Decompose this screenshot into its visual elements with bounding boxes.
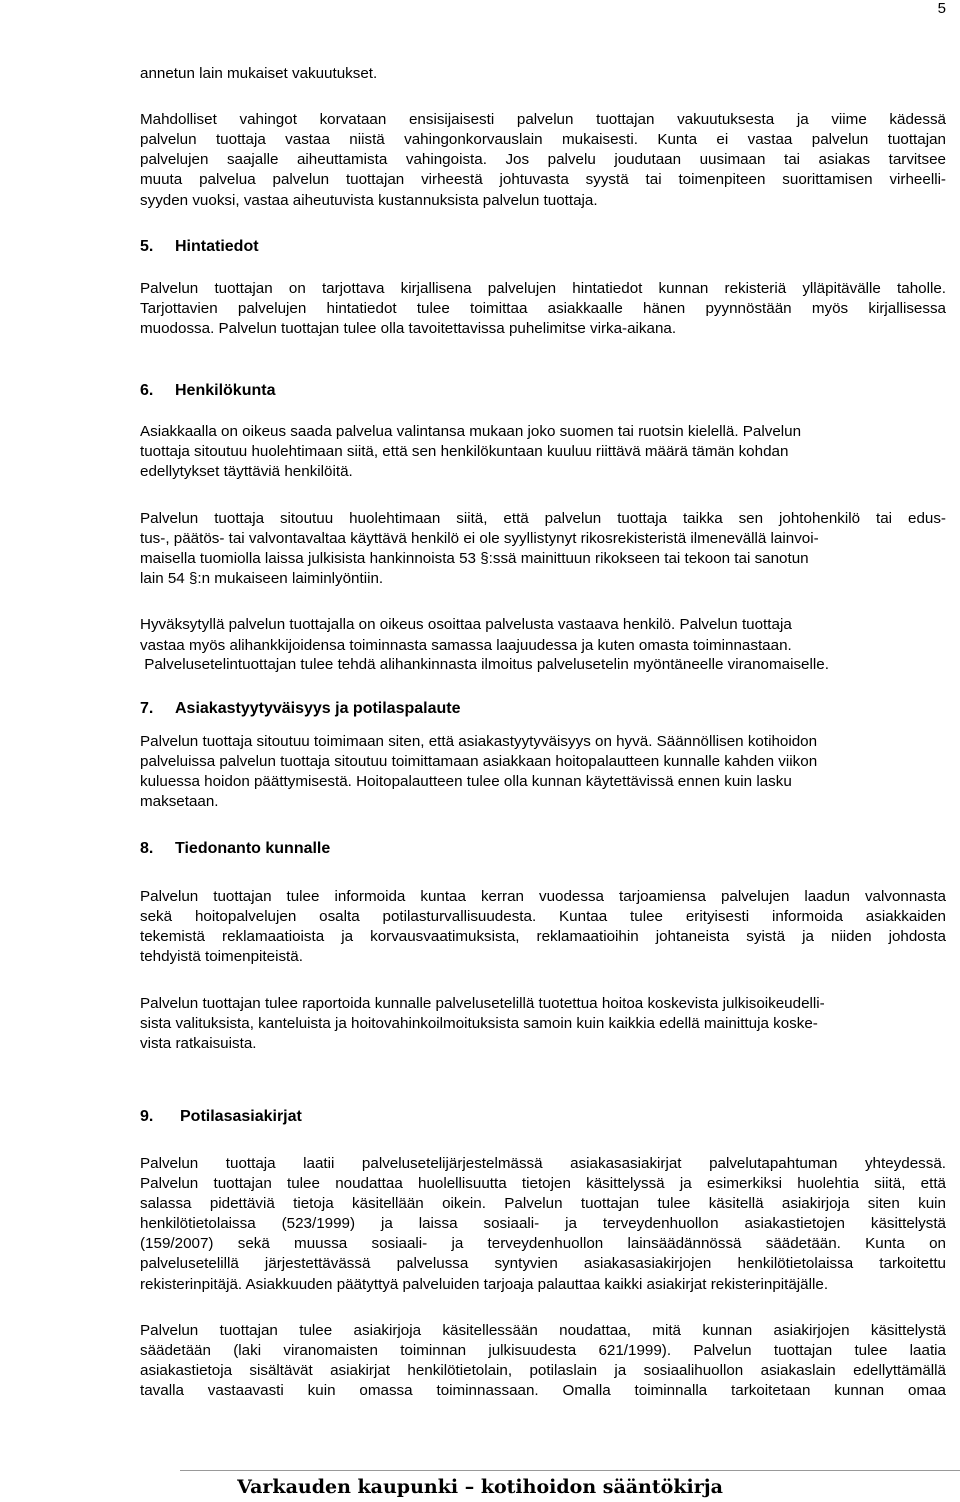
section-heading-9 [140, 1107, 302, 1127]
paragraph-line: syyden vuoksi, vastaa aiheutuvista kustannuksista palvelun tuottaja. [140, 192, 598, 209]
paragraph-line: maksetaan. [140, 793, 219, 810]
paragraph-line: Palvelun tuottajan tulee noudattaa huolellisuutta tietojen käsittelyssä ja esimerkiksi huolehtia siitä, että [140, 1175, 946, 1192]
page-footer: Varkauden kaupunki – kotihoidon sääntökirja [237, 1476, 723, 1498]
paragraph-line: Palvelun tuottaja laatii palvelusetelijärjestelmässä asiakasasiakirjat palvelutapahtuman yhteydessä. [140, 1155, 946, 1172]
paragraph-line: Tarjottavien palvelujen hintatiedot tulee toimittaa asiakkaalle hänen pyynnöstään myös kirjallisessa [140, 300, 946, 317]
paragraph-line: Palvelun tuottajan on tarjottava kirjallisena palvelujen hintatiedot kunnan rekisteriä ylläpitävälle taholle. [140, 280, 946, 297]
paragraph-line: Palvelun tuottajan tulee informoida kuntaa kerran vuodessa tarjoamiensa palvelujen laadun valvonnasta [140, 888, 946, 905]
paragraph-line: Palvelun tuottaja sitoutuu toimimaan siten, että asiakastyytyväisyys on hyvä. Säännöllisen kotihoidon [140, 733, 818, 750]
page-number: 5 [937, 0, 946, 17]
paragraph-line: muodossa. Palvelun tuottajan tulee olla tavoitettavissa puhelimitse virka-aikana. [140, 320, 677, 337]
section-title: Henkilökunta [175, 382, 276, 399]
paragraph-line: asiakastietoja sisältävät asiakirjat henkilötietolain, potilaslain ja sosiaalihuollon asiakaslain edellyttämällä [140, 1362, 946, 1379]
paragraph-line: maisella tuomiolla laissa julkisista hankinnoista 53 §:ssä mainittuun rikokseen tai tekoon tai sanotun [140, 550, 809, 567]
section-number: 9. [140, 1108, 154, 1125]
section-heading-7 [140, 699, 461, 719]
paragraph-line: kuluessa hoidon päättymisestä. Hoitopalautteen tulee olla kunnan käytettävissä ennen kuin lasku [140, 773, 792, 790]
paragraph-line: palveluissa palvelun tuottaja sitoutuu toimittamaan asiakkaan hoitopalautteen kunnalle kahden viikon [140, 753, 818, 770]
section-title: Potilasasiakirjat [180, 1108, 302, 1125]
paragraph-line: tekemistä reklamaatioista ja korvausvaatimuksista, reklamaatioihin johtaneista syistä ja niiden johdosta [140, 928, 946, 945]
section-number: 7. [140, 700, 154, 717]
paragraph-line: Asiakkaalla on oikeus saada palvelua valintansa mukaan joko suomen tai ruotsin kielellä. Palvelun [140, 423, 802, 440]
paragraph-line: tus-, päätös- tai valvontavaltaa käyttävä henkilö ei ole syyllistynyt rikosrekisteristä ilmenevällä lainvoi- [140, 530, 819, 547]
paragraph-line: Palvelun tuottaja sitoutuu huolehtimaan siitä, että palvelun tuottaja taikka sen johtohenkilö tai edus- [140, 510, 946, 527]
paragraph-line: tuottaja sitoutuu huolehtimaan siitä, että sen henkilökuntaan kuuluu riittävä määrä tämän kohdan [140, 443, 789, 460]
paragraph-line: säädetään (laki viranomaisten toiminnan julkisuudesta 621/1999). Palvelun tuottajan tulee laatia [140, 1342, 946, 1359]
paragraph-line: Mahdolliset vahingot korvataan ensisijaisesti palvelun tuottajan vakuutuksesta ja viime kädessä [140, 111, 946, 128]
section-title: Hintatiedot [175, 238, 259, 255]
section-title: Asiakastyytyväisyys ja potilaspalaute [175, 700, 461, 717]
section-title: Tiedonanto kunnalle [175, 840, 331, 857]
paragraph-line: Palvelun tuottajan tulee raportoida kunnalle palvelusetelillä tuotettua hoitoa koskevista julkisoikeudelli- [140, 995, 825, 1012]
footer-divider [180, 1470, 960, 1471]
paragraph-line: edellytykset täyttäviä henkilöitä. [140, 463, 353, 480]
paragraph-line: palvelusetelillä järjestettävässä palvelussa syntyvien asiakasasiakirjojen henkilötietolaissa tarkoitettu [140, 1255, 946, 1272]
section-heading-6 [140, 381, 275, 401]
paragraph-line: vastaa myös alihankkijoidensa toiminnasta samassa laajuudessa ja kuten omasta toiminnastaan. [140, 637, 792, 654]
paragraph-line: henkilötietolaissa (523/1999) ja laissa sosiaali- ja terveydenhuollon asiakastietojen käsittelystä [140, 1215, 946, 1232]
section-number: 6. [140, 382, 154, 399]
paragraph-line: vista ratkaisuista. [140, 1035, 257, 1052]
paragraph-line: Palvelun tuottajan tulee asiakirjoja käsitellessään noudattaa, mitä kunnan asiakirjojen käsittelystä [140, 1322, 946, 1339]
paragraph-line: palvelun tuottaja vastaa niistä vahingonkorvauslain mukaisesti. Kunta ei vastaa palvelun tuottajan [140, 131, 946, 148]
paragraph-line: Hyväksytyllä palvelun tuottajalla on oikeus osoittaa palvelusta vastaava henkilö. Palvelun tuottaja [140, 616, 792, 633]
paragraph-line: annetun lain mukaiset vakuutukset. [140, 65, 378, 82]
paragraph-line: (159/2007) sekä muussa sosiaali- ja terveydenhuollon lainsäädännössä säädetään. Kunta on [140, 1235, 946, 1252]
paragraph-line: tehdyistä toimenpiteistä. [140, 948, 303, 965]
section-heading-5 [140, 237, 259, 257]
section-number: 8. [140, 840, 154, 857]
paragraph-line: salassa pidettäviä tietoja käsitellään oikein. Palvelun tuottajan tulee käsitellä asiakirjoja siten kuin [140, 1195, 946, 1212]
paragraph-line: rekisterinpitäjä. Asiakkuuden päätyttyä palveluiden tarjoaja palauttaa kaikki asiakirjat rekisterinpitäjälle. [140, 1276, 829, 1293]
paragraph-line: sekä hoitopalvelujen osalta potilasturvallisuudesta. Kuntaa tulee erityisesti informoida asiakkaiden [140, 908, 946, 925]
paragraph-line: muuta palvelua palvelun tuottajan virheestä johtuvasta syystä tai toimenpiteen suorittamisen virheelli- [140, 171, 946, 188]
paragraph-line: Palvelusetelintuottajan tulee tehdä alihankinnasta ilmoitus palvelusetelin myöntäneelle viranomaiselle. [140, 656, 829, 673]
paragraph-line: sista valituksista, kanteluista ja hoitovahinkoilmoituksista samoin kuin kaikkia edellä mainittuja koske- [140, 1015, 818, 1032]
paragraph-line: tavalla vastaavasti kuin omassa toiminnassaan. Omalla toiminnalla tarkoitetaan kunnan omaa [140, 1382, 946, 1399]
section-heading-8 [140, 839, 330, 859]
section-number: 5. [140, 238, 154, 255]
paragraph-line: lain 54 §:n mukaiseen laiminlyöntiin. [140, 570, 384, 587]
paragraph-line: palvelujen saajalle aiheuttamista vahingoista. Jos palvelu joudutaan uusimaan tai asiakas tarvitsee [140, 151, 946, 168]
